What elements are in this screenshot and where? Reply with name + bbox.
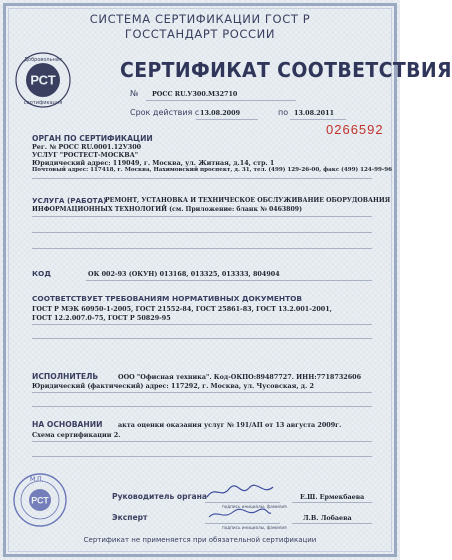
valid-from-underline (196, 119, 258, 120)
expert-name: Л.В. Лобаева (303, 514, 352, 522)
valid-to: 13.08.2011 (294, 109, 335, 117)
executor-heading: ИСПОЛНИТЕЛЬ (32, 372, 99, 381)
compliance-underline-1 (32, 324, 372, 325)
certificate-title: СЕРТИФИКАТ СООТВЕТСТВИЯ (120, 58, 452, 82)
org-postal-address: Почтовый адрес: 117418, г. Москва, Нахимовский проспект, д. 31, тел. (499) 129-26-00, факс (499) 124-99-96 (32, 167, 392, 173)
number-underline (146, 100, 296, 101)
system-title-line1: СИСТЕМА СЕРТИФИКАЦИИ ГОСТ Р (89, 12, 311, 26)
head-name: Е.Ш. Ермекбаева (300, 493, 365, 501)
seal-letters: РСТ (31, 495, 49, 506)
valid-from: 13.08.2009 (200, 109, 241, 117)
compliance-heading: СООТВЕТСТВУЕТ ТРЕБОВАНИЯМ НОРМАТИВНЫХ ДОКУМЕНТОВ (32, 294, 303, 303)
voluntary-certification-logo (13, 50, 73, 110)
compliance-underline-2 (32, 338, 372, 339)
compliance-line2: ГОСТ 12.2.007.0-75, ГОСТ Р 50829-95 (32, 314, 171, 322)
head-of-body-label: Руководитель органа (112, 492, 208, 501)
system-title-line2: ГОССТАНДАРТ РОССИИ (124, 27, 276, 41)
expert-signature-line (205, 523, 280, 524)
code-heading: КОД (32, 269, 51, 278)
org-reg-number: Рег. № РОСС RU.0001.12У300 (32, 143, 142, 151)
logo-letters: РСТ (30, 72, 56, 88)
service-underline-2 (32, 232, 372, 233)
number-prefix: № (130, 89, 139, 98)
expert-label: Эксперт (112, 513, 148, 522)
org-underline (32, 178, 372, 179)
org-heading: ОРГАН ПО СЕРТИФИКАЦИИ (32, 134, 153, 143)
basis-heading: НА ОСНОВАНИИ (32, 420, 103, 429)
service-text-line1: РЕМОНТ, УСТАНОВКА И ТЕХНИЧЕСКОЕ ОБСЛУЖИВАНИЕ ОБОРУДОВАНИЯ (105, 197, 391, 204)
basis-underline-2 (32, 456, 372, 457)
expert-name-line (292, 523, 372, 524)
valid-to-underline (290, 119, 346, 120)
compliance-line1: ГОСТ Р МЭК 60950-1-2005, ГОСТ 21552-84, ГОСТ 25861-83, ГОСТ 13.2.001-2001, (32, 305, 332, 313)
executor-line1: ООО "Офисная техника". Код-ОКПО:89487727. ИНН:7718732606 (118, 373, 362, 381)
expert-sub-caption: подпись инициалы, фамилия (222, 525, 287, 530)
code-value: ОК 002-93 (ОКУН) 013168, 013325, 013333, 804904 (88, 270, 280, 278)
service-underline-1 (32, 216, 372, 217)
basis-underline-1 (32, 441, 372, 442)
expert-signature (205, 505, 275, 523)
logo-text-bottom: сертификация (23, 100, 63, 106)
footer-note: Сертификат не применяется при обязательной сертификации (83, 536, 317, 544)
head-sub-caption: подпись инициалы, фамилия (222, 504, 287, 509)
executor-underline-2 (32, 406, 372, 407)
service-text-line2: ИНФОРМАЦИОННЫХ ТЕХНОЛОГИЙ (см. Приложение: бланк № 0463809) (32, 206, 303, 213)
executor-line2: Юридический (фактический) адрес: 117292, г. Москва, ул. Чусовская, д. 2 (32, 382, 314, 390)
serial-number: 0266592 (326, 122, 384, 137)
head-signature (205, 483, 275, 501)
org-name: УСЛУГ "РОСТЕСТ-МОСКВА" (32, 151, 139, 159)
logo-text-top: Добровольная (24, 57, 62, 63)
service-underline-3 (32, 248, 372, 249)
org-legal-address: Юридический адрес: 119049, г. Москва, ул. Житная, д.14, стр. 1 (32, 159, 275, 167)
seal-mp-label: М.П. (30, 476, 44, 483)
code-underline (86, 280, 372, 281)
certificate-number: РОСС RU.У300.М32710 (152, 90, 238, 98)
service-heading: УСЛУГА (РАБОТА) (32, 196, 107, 205)
validity-label: Срок действия с (130, 108, 200, 117)
head-name-line (292, 502, 372, 503)
validity-to-label: по (278, 108, 289, 117)
head-signature-line (205, 502, 280, 503)
executor-underline-1 (32, 392, 372, 393)
basis-line1: акта оценки оказания услуг № 191/АП от 13 августа 2009г. (118, 421, 342, 429)
basis-line2: Схема сертификации 2. (32, 431, 121, 439)
